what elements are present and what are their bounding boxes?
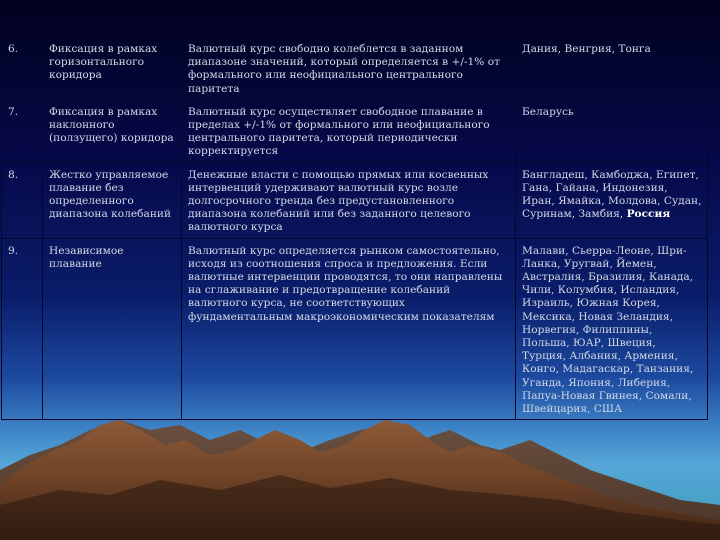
table-row xyxy=(2,37,708,100)
regime-description: Денежные власти с помощью прямых или косвенных интервенций удерживают валютный курс возле долгосрочного тренда без предустановленного диапазона колебаний или без заданного целевого валютного курса xyxy=(182,162,516,238)
regime-description: Валютный курс определяется рынком самостоятельно, исходя из соотношения спроса и предложения. Если валютные интервенции проводятся, то они направлены на сглаживание и предотвращение колебаний валютного курса, не соответствующих фундаментальным макроэкономическим показателям xyxy=(182,238,516,420)
regime-countries xyxy=(516,99,708,162)
row-number: 9. xyxy=(2,238,43,420)
row-number: 7. xyxy=(2,99,43,162)
table-row xyxy=(2,238,708,420)
regime-countries xyxy=(516,238,708,420)
countries-text: Дания, Венгрия, Тонга xyxy=(522,43,651,55)
regime-name: Жестко управляемое плавание без определенного диапазона колебаний xyxy=(43,162,182,238)
countries-text: Беларусь xyxy=(522,105,574,118)
regime-countries xyxy=(516,162,708,238)
exchange-regime-table xyxy=(1,36,708,420)
row-number: 6. xyxy=(2,37,43,100)
regime-description: Валютный курс осуществляет свободное плавание в пределах +/-1% от формального или неофициального центрального паритета, который периодически корректируется xyxy=(182,99,516,162)
table-row xyxy=(2,162,708,238)
regime-name: Независимое плавание xyxy=(43,238,182,420)
countries-text: Бангладеш, Камбоджа, Египет, Гана, Гайана, Индонезия, Иран, Ямайка, Молдова, Судан, Суринам, Замбия, xyxy=(522,168,702,221)
regime-name: Фиксация в рамках горизонтального коридора xyxy=(43,37,182,100)
row-number: 8. xyxy=(2,162,43,238)
regime-name: Фиксация в рамках наклонного (ползущего) коридора xyxy=(43,99,182,162)
countries-text: Малави, Сьерра-Леоне, Шри-Ланка, Уругвай, Йемен, Австралия, Бразилия, Канада, Чили, Колумбия, Исландия, Израиль, Южная Корея, Мексика, Новая Зеландия, Норвегия, Филиппины, Польша, ЮАР, Швеция, Турция, Албания, Армения, Конго, Мадагаскар, Танзания, Уганда, Япония, Либерия, Папуа-Новая Гвинея, Сомали, Швейцария, США xyxy=(522,244,694,416)
highlighted-country: Россия xyxy=(626,208,671,221)
regime-countries xyxy=(516,37,708,100)
table-row xyxy=(2,99,708,162)
regime-description: Валютный курс свободно колеблется в заданном диапазоне значений, который определяется в +/-1% от формального или неофициального центрального паритета xyxy=(182,37,516,100)
